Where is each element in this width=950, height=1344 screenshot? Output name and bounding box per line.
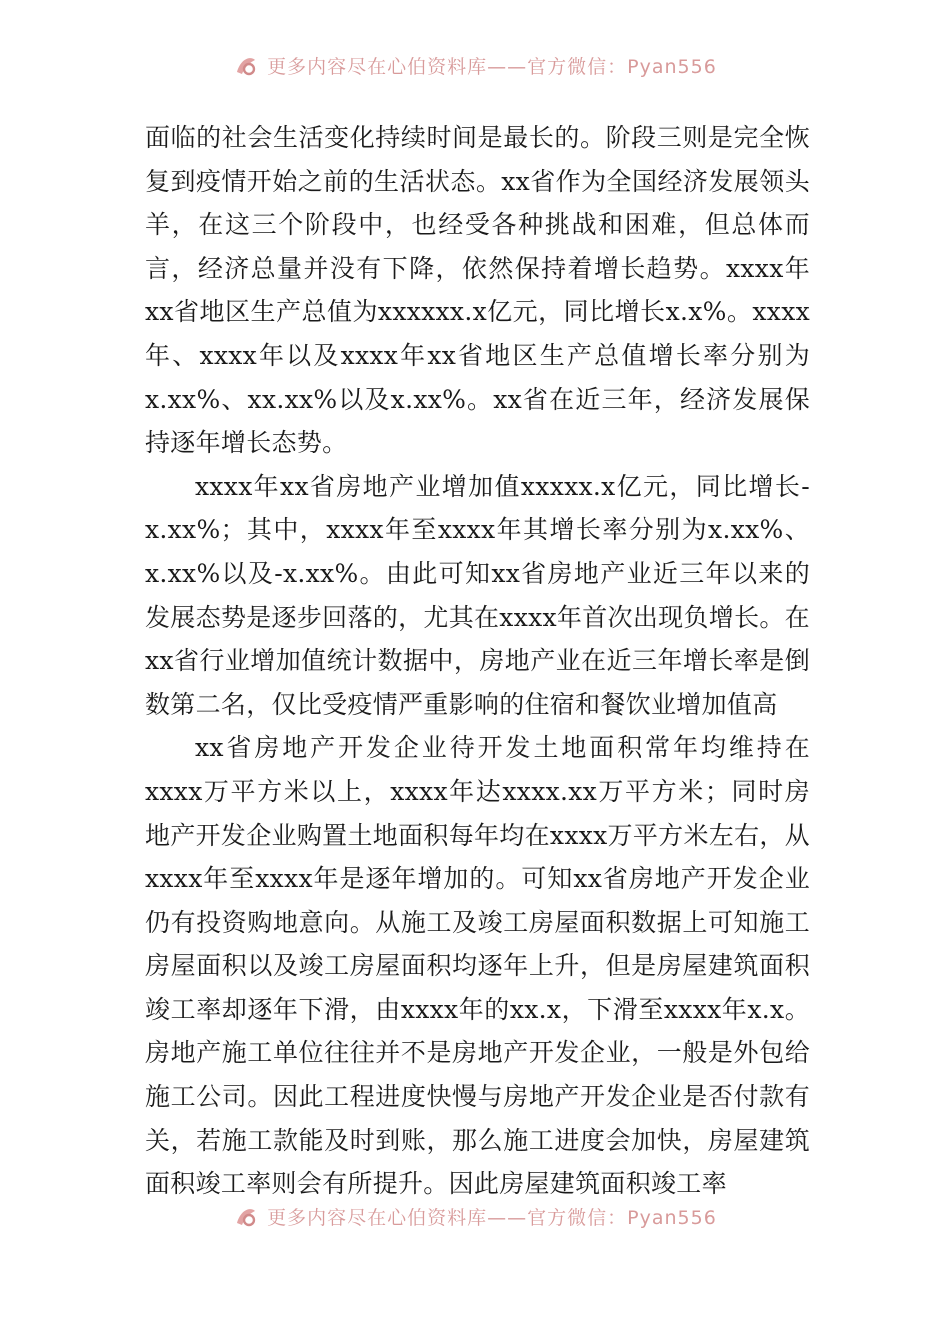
brand-logo-icon [233, 1205, 259, 1229]
paragraph-2: xxxx年xx省房地产业增加值xxxxx.x亿元，同比增长-x.xx%；其中，xxxx年至xxxx年其增长率分别为x.xx%、x.xx%以及-x.xx%。由此可知xx省房地产业近三年以来的发展态势是逐步回落的，尤其在xxxx年首次出现负增长。在xx省行业增加值统计数据中，房地产业在近三年增长率是倒数第二名，仅比受疫情严重影响的住宿和餐饮业增加值高 [145, 471, 810, 719]
watermark-text: 更多内容尽在心伯资料库——官方微信：Pyan556 [267, 1206, 717, 1229]
paragraph-3: xx省房地产开发企业待开发土地面积常年均维持在xxxx万平方米以上，xxxx年达xxxx.xx万平方米；同时房地产开发企业购置土地面积每年均在xxxx万平方米左右，从xxxx年至xxxx年是逐年增加的。可知xx省房地产开发企业仍有投资购地意向。从施工及竣工房屋面积数据上可知施工房屋面积以及竣工房屋面积均逐年上升，但是房屋建筑面积竣工率却逐年下滑，由xxxx年的xx.x，下滑至xxxx年x.x。房地产施工单位往往并不是房地产开发企业，一般是外包给施工公司。因此工程进度快慢与房地产开发企业是否付款有关，若施工款能及时到账，那么施工进度会加快，房屋建筑面积竣工率则会有所提升。因此房屋建筑面积竣工率 [145, 733, 810, 1199]
document-body [145, 116, 810, 1206]
watermark-footer [0, 1205, 950, 1239]
brand-logo-icon [233, 54, 259, 78]
watermark-header [0, 54, 950, 88]
watermark-text: 更多内容尽在心伯资料库——官方微信：Pyan556 [267, 55, 717, 78]
paragraph-1: 面临的社会生活变化持续时间是最长的。阶段三则是完全恢复到疫情开始之前的生活状态。xx省作为全国经济发展领头羊，在这三个阶段中，也经受各种挑战和困难，但总体而言，经济总量并没有下降，依然保持着增长趋势。xxxx年xx省地区生产总值为xxxxxx.x亿元，同比增长x.x%。xxxx年、xxxx年以及xxxx年xx省地区生产总值增长率分别为x.xx%、xx.xx%以及x.xx%。xx省在近三年，经济发展保持逐年增长态势。 [145, 123, 810, 458]
